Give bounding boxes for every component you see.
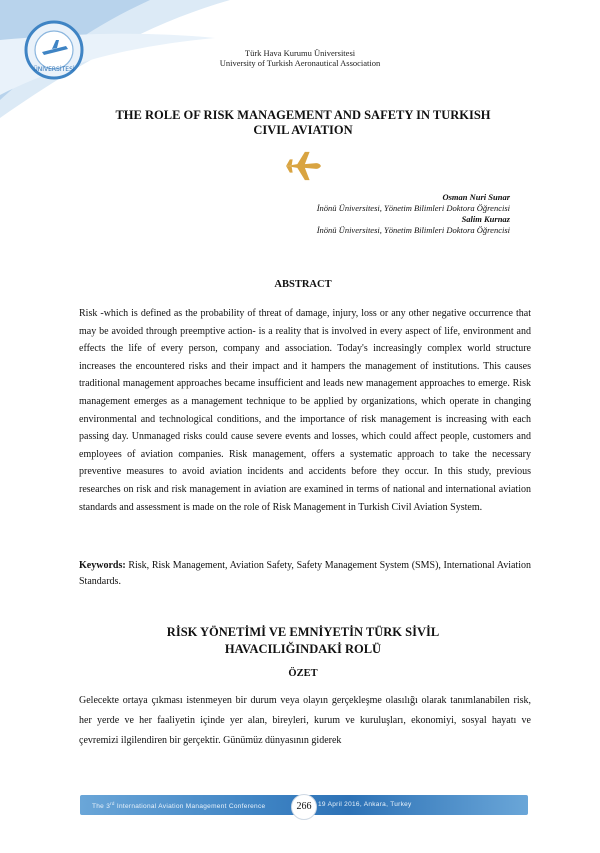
author-affiliation-1: İnönü Üniversitesi, Yönetim Bilimleri Doktora Öğrencisi <box>316 203 510 213</box>
author-block <box>150 192 510 236</box>
university-name-tr: Türk Hava Kurumu Üniversitesi <box>244 48 356 58</box>
footer-conference <box>92 801 265 810</box>
paper-title-line2: CIVIL AVIATION <box>253 123 353 137</box>
ozet-heading: ÖZET <box>288 668 318 679</box>
footer-conference-sup: rd <box>110 801 115 806</box>
abstract-body: Risk -which is defined as the probability of threat of damage, injury, loss or any other negative occurrence that may be avoided through preemptive action- is a reality that is involved in every aspect of life, environment and effects the life of every person, company and association. Today's increasingly complex world structure increases the encountered risks and their impact and it hampers the management of institutions. This causes traditional management approaches became insufficient and leads new management approaches to emerge. Risk management emerges as a management technique to be applied by organizations, which operate in changing environmental and technological conditions, and the importance of risk management is increasing with each passing day. Unmanaged risks could cause severe events and losses, which could affect people, customers and employees of aviation companies. Risk management, offers a systematic approach to take the necessary preventive measures to avoid aviation incidents and accidents before they occur. In this study, previous researches on risk and risk management in aviation are examined in terms of national and international aviation standards and assessment is made on the role of Risk Management in Turkish Civil Aviation System. <box>79 308 531 513</box>
footer-conference-rest: International Aviation Management Conference <box>114 803 266 811</box>
keywords-list: Risk, Risk Management, Aviation Safety, Safety Management System (SMS), International Aviation Standards. <box>79 560 531 587</box>
keywords <box>79 558 531 590</box>
keywords-label: Keywords: <box>79 560 126 571</box>
logo-text: ÜNİVERSİTESİ <box>33 66 75 73</box>
university-name-en: University of Turkish Aeronautical Association <box>219 58 381 68</box>
page-number: 266 <box>291 794 317 820</box>
author-name-2: Salim Kurnaz <box>461 214 510 224</box>
paper-title <box>70 108 536 138</box>
footer-date-location: 19 April 2016, Ankara, Turkey <box>318 801 412 808</box>
ozet-body: Gelecekte ortaya çıkması istenmeyen bir durum veya olayın gerçekleşme olasılığı olarak tanımlanabilen risk, her yerde ve her faaliyetin içinde yer alan, bireyleri, kurum ve kuruluşları, ekonomiyi, sosyal hayatı ve çevremizi ilgilendiren bir gerçektir. Günümüz dünyasının giderek <box>79 695 531 746</box>
university-logo <box>22 18 86 82</box>
footer-conference-prefix: The 3 <box>92 803 111 811</box>
turkish-title-line2: HAVACILIĞINDAKİ ROLÜ <box>224 642 382 656</box>
turkish-title-line1: RİSK YÖNETİMİ VE EMNİYETİN TÜRK SİVİL <box>166 625 440 639</box>
airplane-icon <box>284 150 322 182</box>
author-name-1: Osman Nuri Sunar <box>442 192 510 202</box>
author-affiliation-2: İnönü Üniversitesi, Yönetim Bilimleri Doktora Öğrencisi <box>316 225 510 235</box>
turkish-title <box>100 624 506 658</box>
university-header <box>200 48 400 68</box>
abstract-heading: ABSTRACT <box>274 279 332 290</box>
paper-title-line1: THE ROLE OF RISK MANAGEMENT AND SAFETY IN TURKISH <box>115 108 491 122</box>
